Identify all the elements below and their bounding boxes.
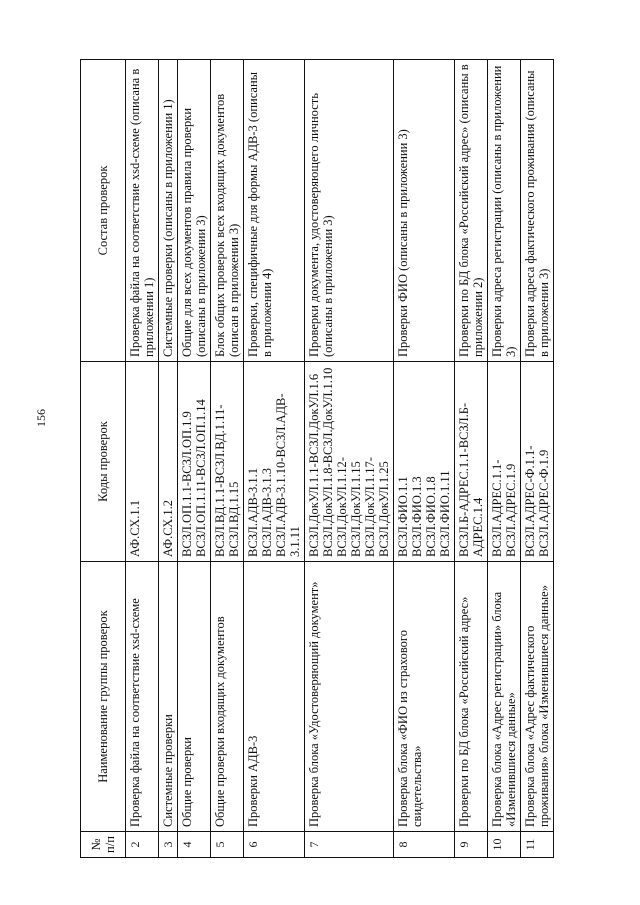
- row-number: 11: [521, 832, 554, 858]
- checks-table-wrapper: [80, 60, 554, 858]
- header-codes: Коды проверок: [81, 362, 126, 562]
- table-row: [488, 60, 521, 858]
- table-row: [244, 60, 305, 858]
- check-code: ВСЗЛ.ФИО.1.3: [410, 476, 424, 557]
- check-composition: Общие для всех документов правила проверки (описаны в приложении 3): [178, 60, 211, 362]
- check-codes: [521, 362, 554, 562]
- checks-table: [80, 59, 554, 858]
- check-code: ВСЗЛ.ВД.1.15: [227, 481, 241, 557]
- check-composition: Проверки адреса фактического проживания (описаны в приложении 3): [521, 60, 554, 362]
- table-row: [455, 60, 488, 858]
- check-code: ВСЗЛ.АДВ-3.1.3: [260, 467, 274, 557]
- check-code: ВСЗЛ.ДокУЛ.1.25: [377, 461, 391, 557]
- header-composition: Состав проверок: [81, 60, 126, 362]
- table-body: [126, 60, 554, 858]
- check-code: ВСЗЛ.АДВ-3.1.1: [246, 467, 260, 557]
- check-code: ВСЗЛ.ФИО.1.8: [424, 476, 438, 557]
- row-number: 4: [178, 832, 211, 858]
- check-codes: [126, 362, 159, 562]
- check-code: ВСЗЛ.ДокУЛ.1.8-ВСЗЛ.ДокУЛ.1.10: [321, 367, 335, 557]
- check-code: ВСЗЛ.ДокУЛ.1.15: [349, 461, 363, 557]
- check-code: ВСЗЛ.АДРЕС.1.1-: [490, 459, 504, 557]
- check-code: ВСЗЛ.ФИО.1.11: [438, 470, 452, 557]
- check-group-name: Проверка блока «Адрес фактического проживания» блока «Изменившиеся данные»: [521, 562, 554, 832]
- check-code: 3.1.11: [288, 526, 302, 557]
- table-row: [394, 60, 455, 858]
- check-code: АДРЕС.1.4: [471, 497, 485, 557]
- check-group-name: Общие проверки: [178, 562, 211, 832]
- check-codes: [159, 362, 178, 562]
- table-row: [178, 60, 211, 858]
- check-code: ВСЗЛ.ВД.1.1-ВСЗЛ.ВД.1.11-: [213, 404, 227, 557]
- row-number: 8: [394, 832, 455, 858]
- table-header-row: [81, 60, 126, 858]
- table-row: [159, 60, 178, 858]
- check-code: ВСЗЛ.ДокУЛ.1.1-ВСЗЛ.ДокУЛ.1.6: [307, 373, 321, 557]
- check-composition: Проверки адреса регистрации (описаны в приложении 3): [488, 60, 521, 362]
- header-num: № п/п: [81, 832, 126, 858]
- check-group-name: Проверки по БД блока «Российский адрес»: [455, 562, 488, 832]
- check-code: ВСЗЛ.АДРЕС-Ф.1.9: [537, 449, 551, 557]
- check-codes: [305, 362, 394, 562]
- check-code: ВСЗЛ.ОП.1.11-ВСЗЛ.ОП.1.14: [194, 399, 208, 557]
- table-row: [211, 60, 244, 858]
- check-group-name: Проверка блока «Адрес регистрации» блока «Изменившиеся данные»: [488, 562, 521, 832]
- check-code: ВСЗЛ.ОП.1.1-ВСЗЛ.ОП.1.9: [180, 411, 194, 557]
- check-composition: Проверки документа, удостоверяющего личность (описаны в приложении 3): [305, 60, 394, 362]
- check-code: ВСЗЛ.АДВ-3.1.10-ВСЗЛ.АДВ-: [274, 393, 288, 557]
- check-codes: [488, 362, 521, 562]
- check-codes: [394, 362, 455, 562]
- check-codes: [244, 362, 305, 562]
- row-number: 3: [159, 832, 178, 858]
- check-codes: [455, 362, 488, 562]
- table-row: [126, 60, 159, 858]
- check-group-name: Проверка файла на соответствие xsd-схеме: [126, 562, 159, 832]
- check-composition: Проверки ФИО (описаны в приложении 3): [394, 60, 455, 362]
- check-composition: Проверки, специфичные для формы АДВ-3 (описаны в приложении 4): [244, 60, 305, 362]
- check-composition: Блок общих проверок всех входящих документов (описан в приложении 3): [211, 60, 244, 362]
- check-codes: [211, 362, 244, 562]
- check-code: ВСЗЛ.ФИО.1.1: [396, 476, 410, 557]
- check-composition: Проверка файла на соответствие xsd-схеме (описана в приложении 1): [126, 60, 159, 362]
- row-number: 7: [305, 832, 394, 858]
- row-number: 2: [126, 832, 159, 858]
- page-number: 156: [34, 409, 48, 427]
- check-code: АФ.СХ.1.2: [161, 499, 175, 557]
- check-group-name: Проверка блока «ФИО из страхового свидетельства»: [394, 562, 455, 832]
- check-code: ВСЗЛ.АДРЕС.1.9: [504, 463, 518, 557]
- check-group-name: Проверки АДВ-3: [244, 562, 305, 832]
- row-number: 6: [244, 832, 305, 858]
- check-group-name: Системные проверки: [159, 562, 178, 832]
- header-group: Наименование группы проверок: [81, 562, 126, 832]
- check-code: ВСЗЛ.ДокУЛ.1.17-: [363, 457, 377, 557]
- check-code: АФ.СХ.1.1: [128, 499, 142, 557]
- check-codes: [178, 362, 211, 562]
- check-group-name: Проверка блока «Удостоверяющий документ»: [305, 562, 394, 832]
- check-code: ВСЗЛ.АДРЕС-Ф.1.1-: [523, 445, 537, 557]
- row-number: 9: [455, 832, 488, 858]
- check-code: ВСЗЛ.Б-АДРЕС.1.1-ВСЗЛ.Б-: [457, 402, 471, 557]
- check-group-name: Общие проверки входящих документов: [211, 562, 244, 832]
- check-composition: Проверки по БД блока «Российский адрес» (описаны в приложении 2): [455, 60, 488, 362]
- check-composition: Системные проверки (описаны в приложении 1): [159, 60, 178, 362]
- table-row: [305, 60, 394, 858]
- table-row: [521, 60, 554, 858]
- row-number: 5: [211, 832, 244, 858]
- row-number: 10: [488, 832, 521, 858]
- check-code: ВСЗЛ.ДокУЛ.1.12-: [335, 457, 349, 557]
